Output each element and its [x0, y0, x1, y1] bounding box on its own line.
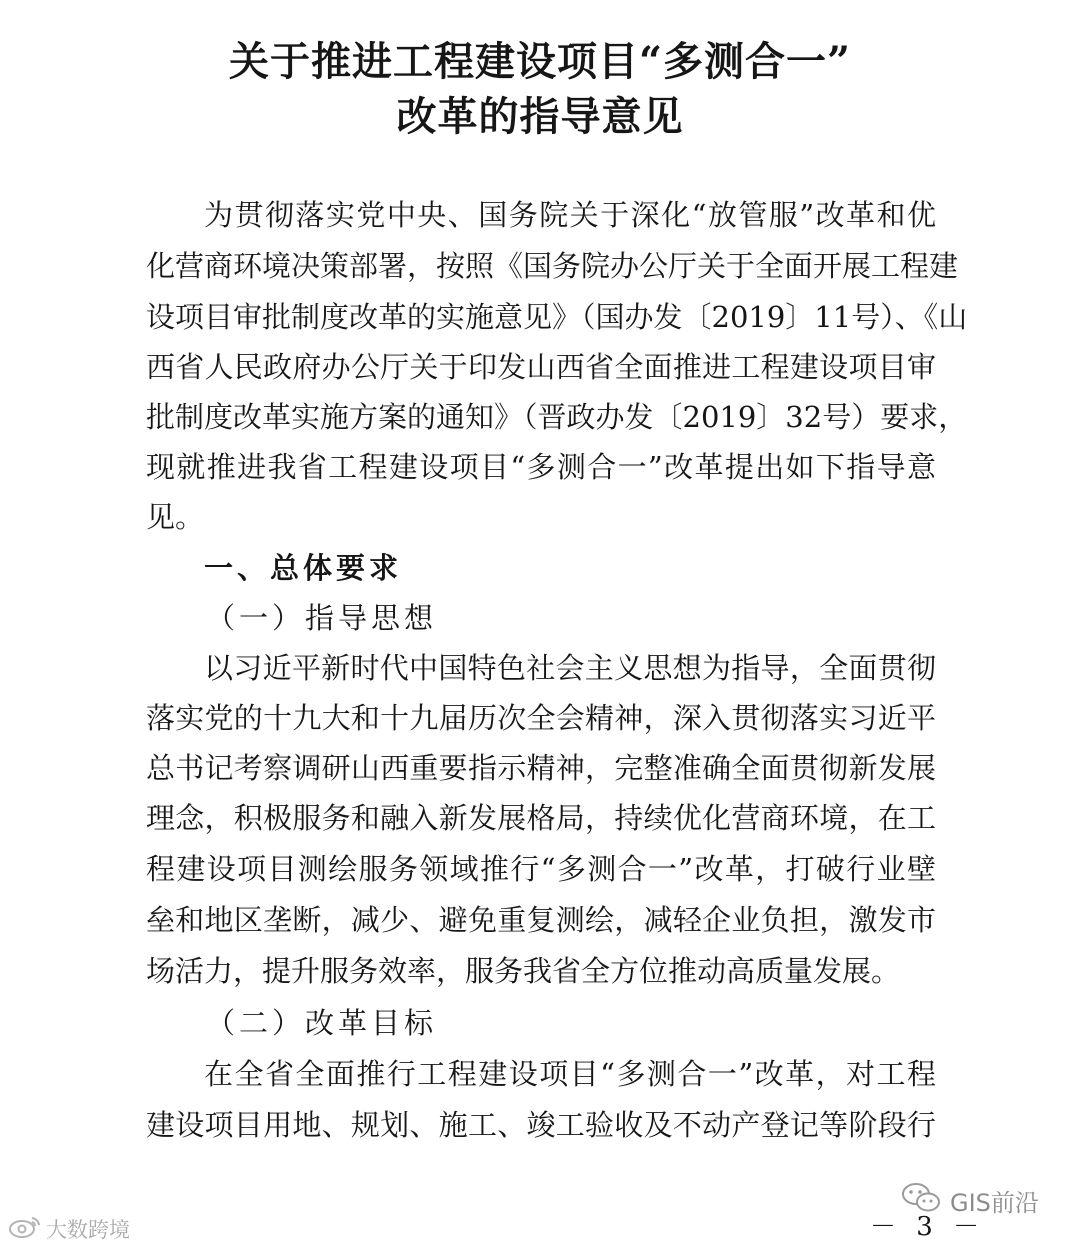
watermark-left-text: 大数跨境 — [46, 1218, 130, 1242]
wechat-logo-icon — [900, 1180, 942, 1220]
guiding-line-6: 垒和地区垄断，减少、避免重复测绘，减轻企业负担，激发市 — [146, 903, 936, 937]
goals-line-2: 建设项目用地、规划、施工、竣工验收及不动产登记等阶段行 — [146, 1108, 936, 1142]
section-heading-general-requirements: 一、总体要求 — [204, 551, 403, 585]
guiding-line-2: 落实党的十九大和十九届历次全会精神，深入贯彻落实习近平 — [146, 701, 936, 735]
intro-line-3: 设项目审批制度改革的实施意见》（国办发〔2019〕11号）、《山 — [146, 300, 968, 334]
intro-line-4: 西省人民政府办公厅关于印发山西省全面推进工程建设项目审 — [146, 350, 936, 384]
watermark-right-text: GIS前沿 — [950, 1188, 1039, 1217]
watermark-right — [900, 1180, 1039, 1220]
subsection-heading-reform-goals: （二）改革目标 — [206, 1006, 438, 1040]
intro-line-6: 现就推进我省工程建设项目“多测合一”改革提出如下指导意 — [146, 450, 936, 484]
watermark-left — [8, 1214, 130, 1244]
guiding-line-3: 总书记考察调研山西重要指示精神，完整准确全面贯彻新发展 — [146, 751, 936, 785]
subsection-heading-guiding-ideology: （一）指导思想 — [206, 601, 438, 635]
document-title-line-1: 关于推进工程建设项目“多测合一” — [228, 38, 851, 85]
intro-line-1: 为贯彻落实党中央、国务院关于深化“放管服”改革和优 — [204, 198, 936, 232]
guiding-line-5: 程建设项目测绘服务领域推行“多测合一”改革，打破行业壁 — [146, 852, 936, 886]
intro-line-7: 见。 — [146, 500, 205, 534]
guiding-line-7: 场活力，提升服务效率，服务我省全方位推动高质量发展。 — [146, 954, 901, 988]
intro-line-2: 化营商环境决策部署，按照《国务院办公厅关于全面开展工程建 — [146, 249, 959, 283]
document-title-line-2: 改革的指导意见 — [396, 93, 684, 140]
weibo-logo-icon — [8, 1215, 42, 1244]
page-number: － 3 － — [870, 1212, 986, 1242]
guiding-line-1: 以习近平新时代中国特色社会主义思想为指导，全面贯彻 — [204, 651, 936, 685]
intro-line-5: 批制度改革实施方案的通知》（晋政办发〔2019〕32号）要求， — [146, 400, 968, 434]
goals-line-1: 在全省全面推行工程建设项目“多测合一”改革，对工程 — [204, 1057, 936, 1091]
guiding-line-4: 理念，积极服务和融入新发展格局，持续优化营商环境，在工 — [146, 801, 936, 835]
